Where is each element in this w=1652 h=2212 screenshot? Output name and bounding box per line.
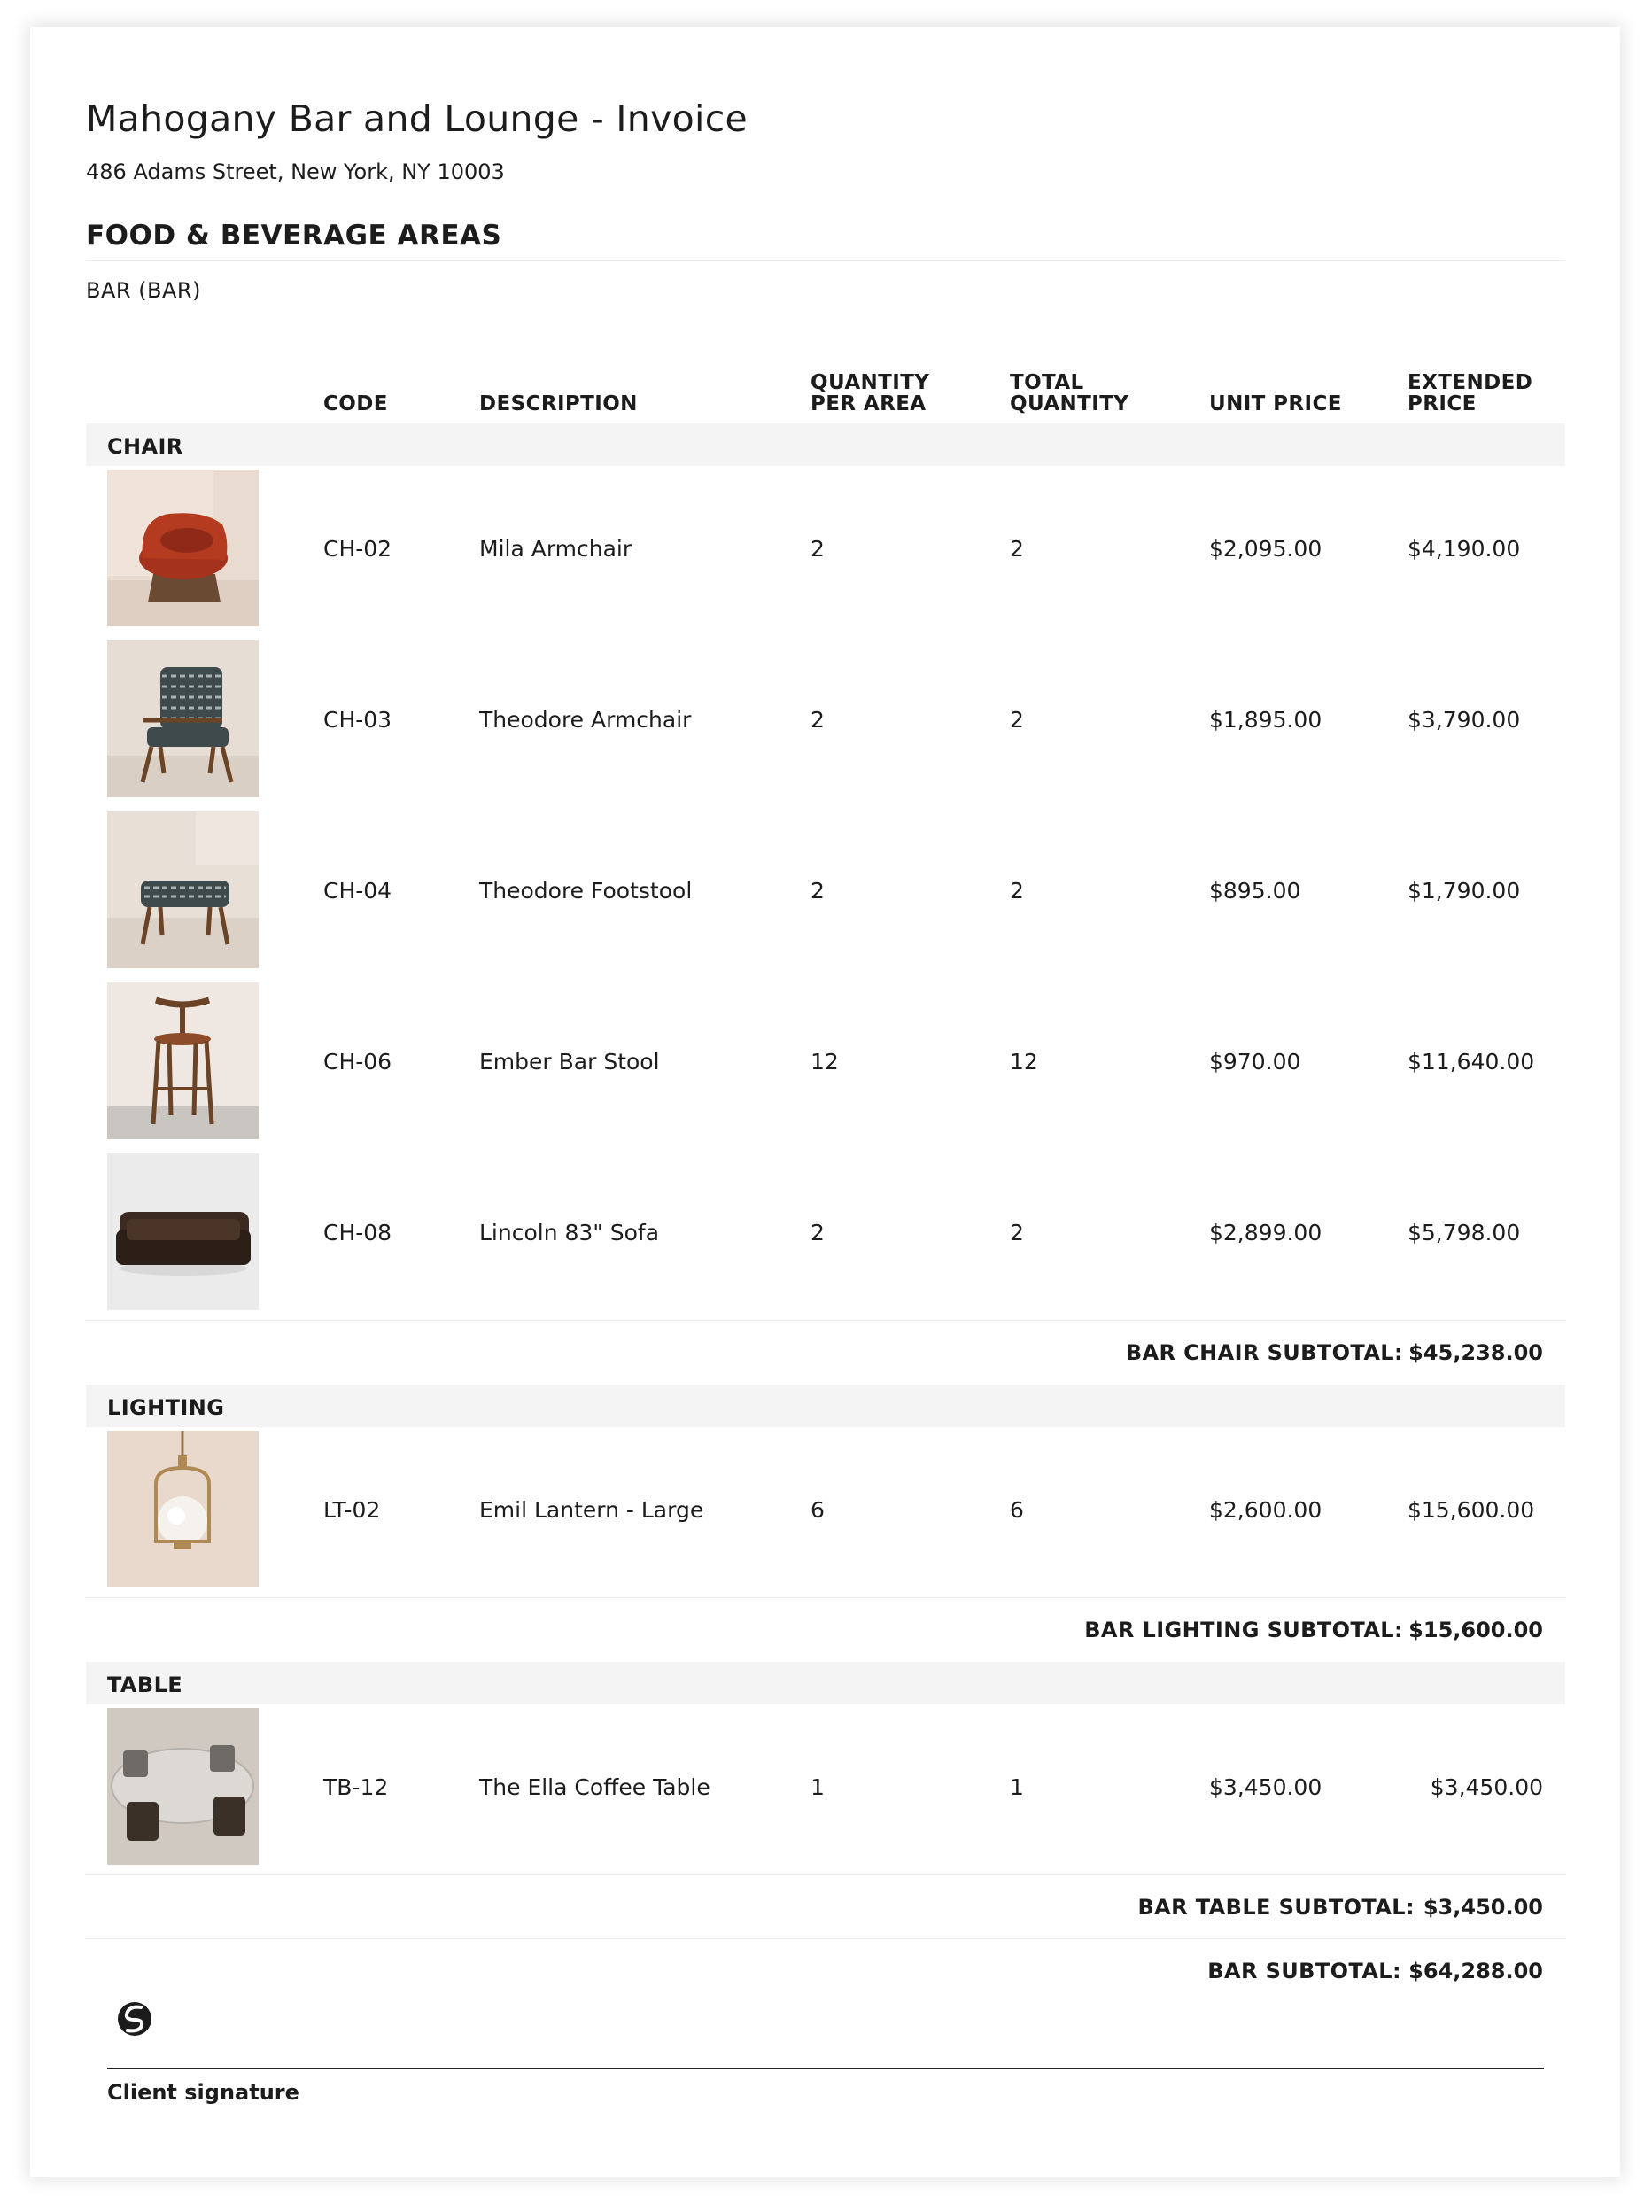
col-total-qty-header: TOTAL QUANTITY [1010,371,1129,415]
table-subtotal-value: $3,450.00 [1423,1895,1543,1920]
invoice-sheet [30,27,1620,2177]
bar-subtotal-label: BAR SUBTOTAL: [1207,1959,1401,1983]
brown-velvet-sofa-image [107,1153,259,1310]
item-description: Mila Armchair [479,536,632,562]
col-unit-price-header: UNIT PRICE [1209,392,1342,415]
item-unit-price: $1,895.00 [1209,707,1322,733]
chair-subtotal-row [86,1320,1565,1385]
signature-line [107,2068,1544,2069]
item-qty-per-area: 2 [810,878,825,904]
item-qty-per-area: 6 [810,1497,825,1523]
item-unit-price: $970.00 [1209,1049,1301,1075]
area-name: BAR (BAR) [86,278,201,303]
item-extended-price: $5,798.00 [1408,1220,1521,1246]
item-qty-per-area: 2 [810,536,825,562]
patterned-wood-armchair-image [107,640,259,797]
glass-coffee-table-image [107,1708,259,1865]
item-extended-price: $4,190.00 [1408,536,1521,562]
item-code: CH-02 [323,536,392,562]
table-subtotal-row [86,1874,1565,1939]
item-extended-price: $1,790.00 [1408,878,1521,904]
item-extended-price: $15,600.00 [1408,1497,1535,1523]
table-row [86,979,1565,1137]
item-description: Theodore Footstool [479,878,693,904]
table-row [86,1427,1565,1585]
chair-subtotal-label: BAR CHAIR SUBTOTAL: [1125,1340,1403,1365]
chair-subtotal-value: $45,238.00 [1408,1340,1543,1365]
bar-subtotal-row [86,1938,1565,2003]
globe-lantern-image [107,1431,259,1587]
table-row [86,1704,1565,1862]
signature-logo-icon [107,1991,162,2046]
lighting-subtotal-row [86,1597,1565,1662]
item-code: TB-12 [323,1774,389,1800]
group-table-header [86,1662,1565,1704]
col-description-header: DESCRIPTION [479,392,638,415]
invoice-address: 486 Adams Street, New York, NY 10003 [86,159,505,184]
group-chair-label: CHAIR [107,434,183,459]
item-qty-per-area: 12 [810,1049,839,1075]
item-description: Emil Lantern - Large [479,1497,704,1523]
item-total-qty: 1 [1010,1774,1024,1800]
item-code: CH-06 [323,1049,392,1075]
item-qty-per-area: 1 [810,1774,825,1800]
table-row [86,466,1565,624]
patterned-footstool-image [107,811,259,968]
col-qty-per-area-header: QUANTITY PER AREA [810,371,930,415]
item-unit-price: $2,600.00 [1209,1497,1322,1523]
item-total-qty: 2 [1010,707,1024,733]
item-total-qty: 12 [1010,1049,1038,1075]
item-description: Theodore Armchair [479,707,692,733]
item-description: The Ella Coffee Table [479,1774,710,1800]
item-unit-price: $2,095.00 [1209,536,1322,562]
section-title: FOOD & BEVERAGE AREAS [86,220,1565,261]
group-lighting-label: LIGHTING [107,1395,225,1420]
table-row [86,637,1565,795]
group-table-label: TABLE [107,1673,183,1697]
item-total-qty: 2 [1010,1220,1024,1246]
item-unit-price: $3,450.00 [1209,1774,1322,1800]
col-extended-price-header: EXTENDED PRICE [1408,371,1533,415]
item-qty-per-area: 2 [810,1220,825,1246]
group-lighting-header [86,1385,1565,1427]
item-code: CH-04 [323,878,392,904]
col-code-header: CODE [323,392,388,415]
wood-bar-stool-image [107,982,259,1139]
item-unit-price: $895.00 [1209,878,1301,904]
item-total-qty: 2 [1010,878,1024,904]
item-unit-price: $2,899.00 [1209,1220,1322,1246]
item-extended-price: $3,790.00 [1408,707,1521,733]
lighting-subtotal-value: $15,600.00 [1408,1618,1543,1642]
table-row [86,808,1565,966]
bar-subtotal-value: $64,288.00 [1408,1959,1543,1983]
table-header [86,340,1565,420]
item-total-qty: 6 [1010,1497,1024,1523]
item-description: Lincoln 83" Sofa [479,1220,660,1246]
table-row [86,1150,1565,1308]
item-extended-price: $11,640.00 [1408,1049,1535,1075]
orange-velvet-armchair-image [107,470,259,626]
item-extended-price: $3,450.00 [1430,1774,1543,1800]
item-total-qty: 2 [1010,536,1024,562]
item-code: LT-02 [323,1497,381,1523]
group-chair-header [86,423,1565,466]
item-code: CH-08 [323,1220,392,1246]
table-subtotal-label: BAR TABLE SUBTOTAL: [1137,1895,1415,1920]
item-code: CH-03 [323,707,392,733]
item-qty-per-area: 2 [810,707,825,733]
invoice-title: Mahogany Bar and Lounge - Invoice [86,97,748,140]
signature-label: Client signature [107,2080,299,2105]
lighting-subtotal-label: BAR LIGHTING SUBTOTAL: [1084,1618,1403,1642]
item-description: Ember Bar Stool [479,1049,660,1075]
